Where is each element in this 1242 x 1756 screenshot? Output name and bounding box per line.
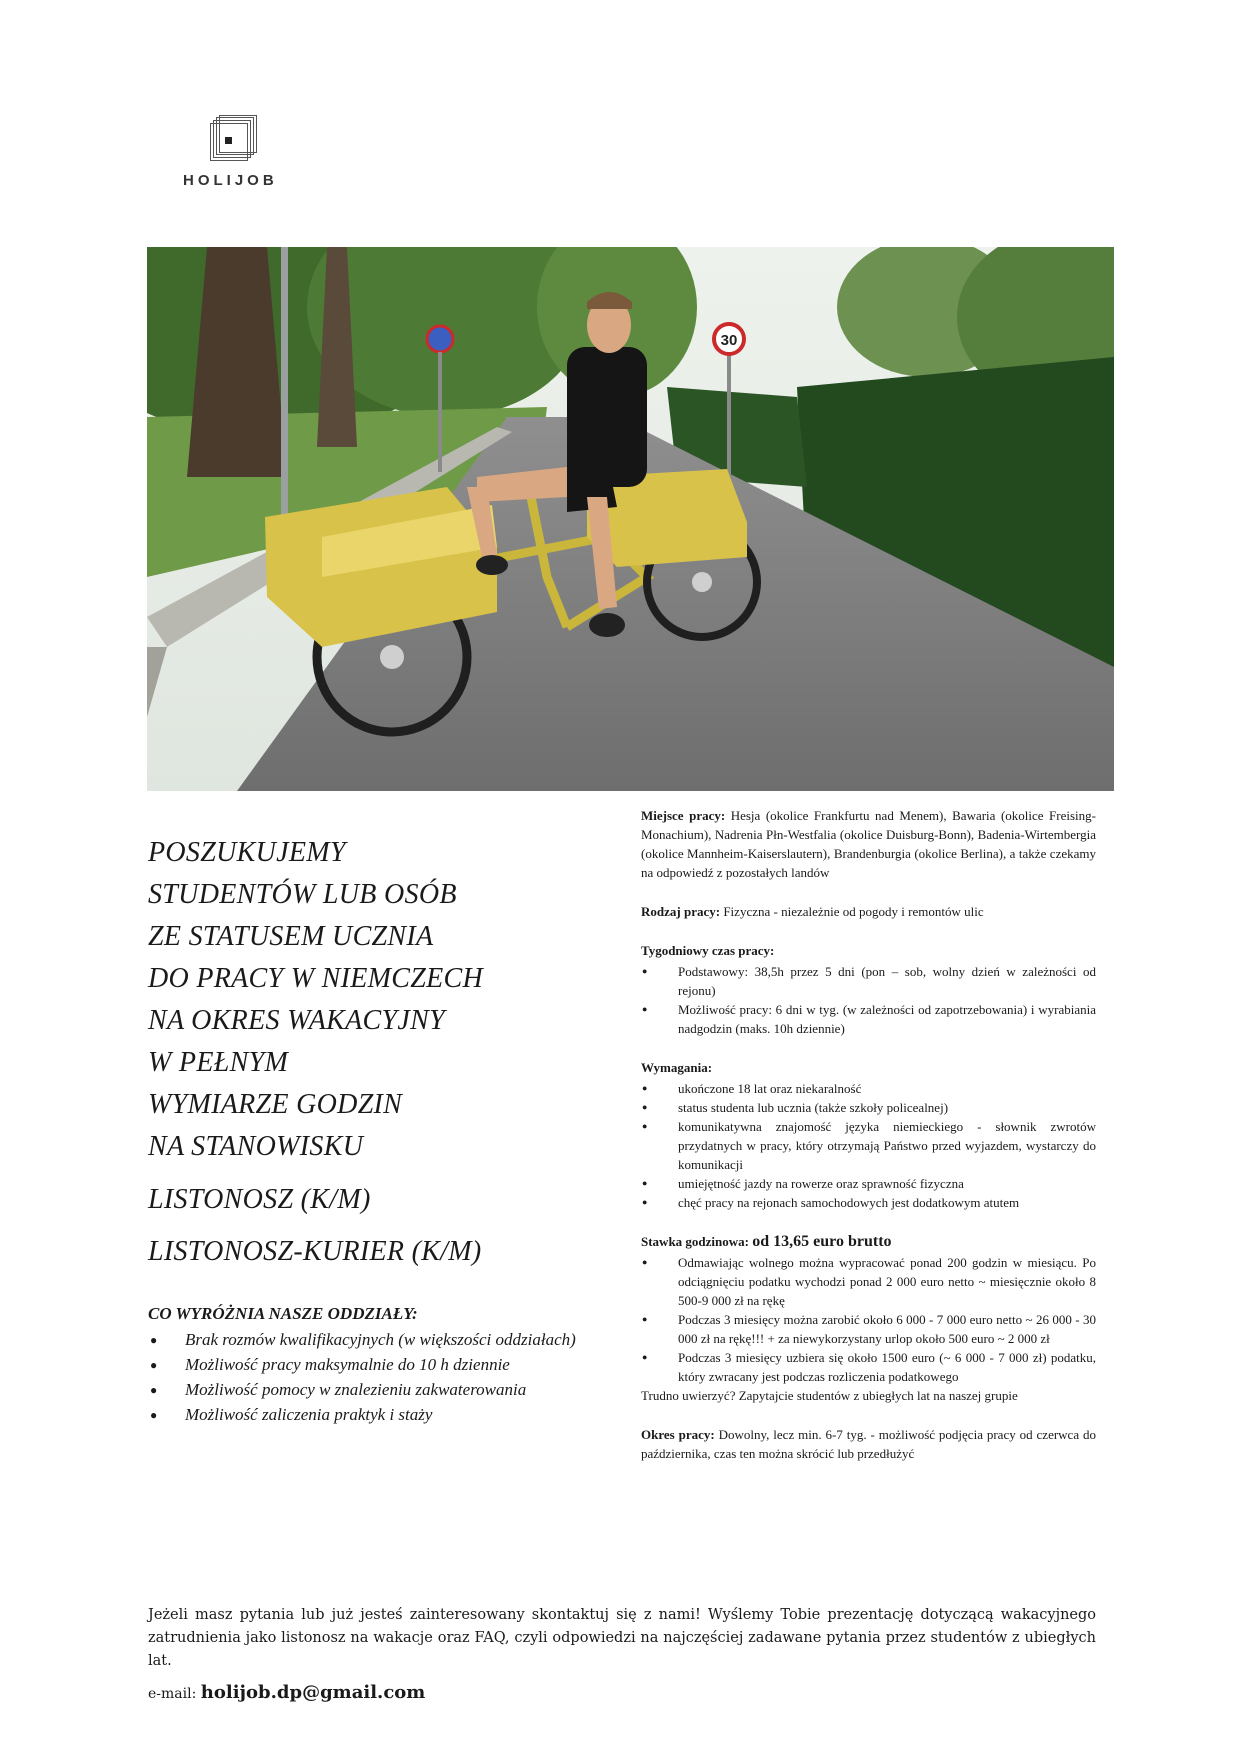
email-label: e-mail: bbox=[148, 1686, 197, 1702]
rate-section bbox=[641, 1232, 1096, 1405]
email-address[interactable]: holijob.dp@gmail.com bbox=[200, 1682, 426, 1703]
list-item: ● Możliwość pracy: 6 dni w tyg. (w zależności od zapotrzebowania) i wyrabiania nadgodzin (maks. 10h dziennie) bbox=[641, 1000, 1096, 1038]
headline-line: POSZUKUJEMY bbox=[148, 837, 346, 868]
list-item: ● Podstawowy: 38,5h przez 5 dni (pon – sob, wolny dzień w zależności od rejonu) bbox=[641, 962, 1096, 1000]
list-item: ● status studenta lub ucznia (także szkoły policealnej) bbox=[641, 1098, 1096, 1117]
speed-sign-text: 30 bbox=[720, 332, 738, 349]
type-text: Fizyczna - niezależnie od pogody i remontów ulic bbox=[723, 904, 984, 919]
headline-line: ZE STATUSEM UCZNIA bbox=[148, 921, 434, 952]
headline-line: W PEŁNYM bbox=[148, 1047, 289, 1078]
list-item: ● Brak rozmów kwalifikacyjnych (w większości oddziałach) bbox=[148, 1329, 604, 1351]
list-item: ● Podczas 3 miesięcy można zarobić około 6 000 - 7 000 euro netto ~ 26 000 - 30 000 zł na rękę!!! + za niewykorzystany urlop około 500 euro ~ 2 000 zł bbox=[641, 1310, 1096, 1348]
list-item: ● chęć pracy na rejonach samochodowych jest dodatkowym atutem bbox=[641, 1193, 1096, 1212]
list-item: ● komunikatywna znajomość języka niemieckiego - słownik zwrotów przydatnych w pracy, który otrzymają Państwo przed wyjazdem, wystarczy do komunikacji bbox=[641, 1117, 1096, 1174]
contact-footer bbox=[148, 1604, 1096, 1706]
period-text: Dowolny, lecz min. 6-7 tyg. - możliwość podjęcia pracy od czerwca do października, czas ten można skrócić lub przedłużyć bbox=[641, 1427, 1096, 1461]
hours-list bbox=[641, 962, 1096, 1038]
headline-line: STUDENTÓW LUB OSÓB bbox=[148, 879, 457, 910]
headline-line: NA OKRES WAKACYJNY bbox=[148, 1005, 445, 1036]
headline bbox=[148, 832, 618, 1278]
list-item: ● Możliwość zaliczenia praktyk i staży bbox=[148, 1404, 604, 1426]
email-line bbox=[148, 1681, 1096, 1706]
hours-section bbox=[641, 941, 1096, 1038]
place-section bbox=[641, 806, 1096, 882]
logo-squares-icon bbox=[210, 115, 256, 161]
headline-line: DO PRACY W NIEMCZECH bbox=[148, 963, 483, 994]
rate-value: od 13,65 euro brutto bbox=[752, 1233, 892, 1250]
rate-label: Stawka godzinowa: bbox=[641, 1234, 749, 1249]
list-item: ● Podczas 3 miesięcy uzbiera się około 1500 euro (~ 6 000 - 7 000 zł) podatku, który zwracany jest podczas rozliczenia podatkowego bbox=[641, 1348, 1096, 1386]
requirements-label: Wymagania: bbox=[641, 1060, 713, 1075]
period-section bbox=[641, 1425, 1096, 1463]
place-text: Hesja (okolice Frankfurtu nad Menem), Bawaria (okolice Freising-Monachium), Nadrenia Płn-Westfalia (okolice Duisburg-Bonn), Badenia-Wirtembergia (okolice Mannheim-Kaiserslautern), Brandenburgia (okolice Berlina), a także czekamy na odpowiedź z pozostałych landów bbox=[641, 808, 1096, 880]
headline-line: NA STANOWISKU bbox=[148, 1131, 364, 1162]
hours-label: Tygodniowy czas pracy: bbox=[641, 943, 775, 958]
rate-note: Trudno uwierzyć? Zapytajcie studentów z ubiegłych lat na naszej grupie bbox=[641, 1388, 1018, 1403]
rate-list bbox=[641, 1253, 1096, 1386]
postman-bike-photo bbox=[147, 247, 1114, 791]
list-item: ● Możliwość pracy maksymalnie do 10 h dziennie bbox=[148, 1354, 604, 1376]
list-item: ● Odmawiając wolnego można wypracować ponad 200 godzin w miesiącu. Po odciągnięciu podatku wychodzi ponad 2 000 euro netto ~ miesięcznie około 8 500-9 000 zł na rękę bbox=[641, 1253, 1096, 1310]
contact-text: Jeżeli masz pytania lub już jesteś zainteresowany skontaktuj się z nami! Wyślemy Tobie prezentację dotyczącą wakacyjnego zatrudnienia jako listonosz na wakacje oraz FAQ, czyli odpowiedzi na najczęściej zadawane pytania przez studentów z ubiegłych lat. bbox=[148, 1607, 1096, 1669]
logo-text: HOLIJOB bbox=[183, 172, 278, 189]
headline-line: WYMIARZE GODZIN bbox=[148, 1089, 403, 1120]
requirements-section bbox=[641, 1058, 1096, 1212]
requirements-list bbox=[641, 1079, 1096, 1212]
type-label: Rodzaj pracy: bbox=[641, 904, 721, 919]
type-section bbox=[641, 902, 1096, 921]
position-courier: LISTONOSZ-KURIER (K/M) bbox=[148, 1236, 482, 1267]
list-item: ● umiejętność jazdy na rowerze oraz sprawność fizyczna bbox=[641, 1174, 1096, 1193]
list-item: ● Możliwość pomocy w znalezieniu zakwaterowania bbox=[148, 1379, 604, 1401]
job-details bbox=[641, 806, 1096, 1483]
place-label: Miejsce pracy: bbox=[641, 808, 726, 823]
list-item: ● ukończone 18 lat oraz niekaralność bbox=[641, 1079, 1096, 1098]
period-label: Okres pracy: bbox=[641, 1427, 715, 1442]
holijob-logo bbox=[183, 115, 283, 189]
features-section bbox=[148, 1303, 604, 1429]
features-list bbox=[148, 1329, 604, 1426]
position-postman: LISTONOSZ (K/M) bbox=[148, 1184, 371, 1215]
features-heading: CO WYRÓŻNIA NASZE ODDZIAŁY: bbox=[148, 1304, 418, 1323]
